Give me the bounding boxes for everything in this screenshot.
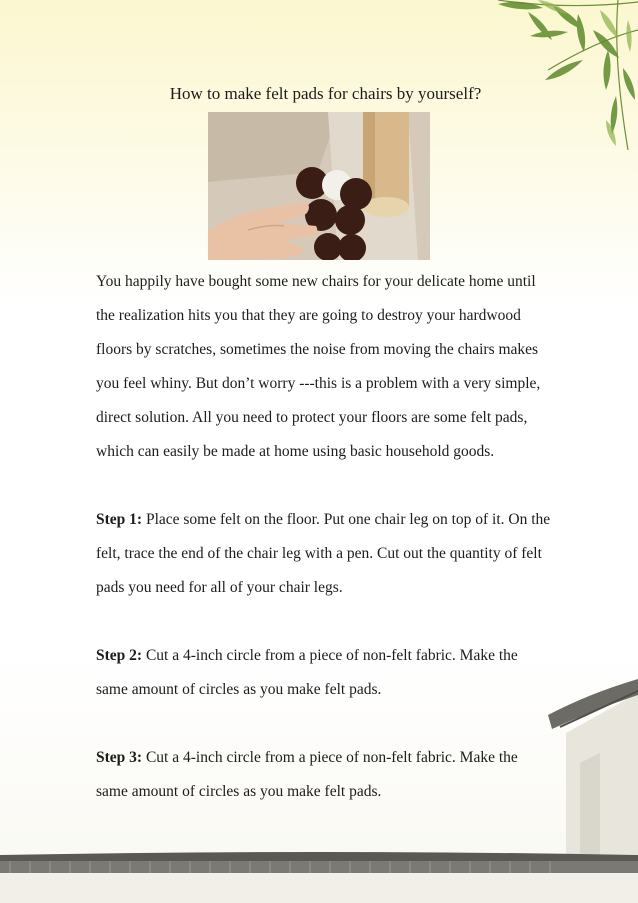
step-2-text: Cut a 4-inch circle from a piece of non-felt fabric. Make the same amount of circles as you make felt pads. — [96, 647, 518, 698]
intro-paragraph: You happily have bought some new chairs for your delicate home until the realization hits you that they are going to destroy your hardwood floors by scratches, sometimes the noise from moving the chairs makes you feel whiny. But don’t worry ---this is a problem with a very simple, direct solution. All you need to protect your floors are some felt pads, which can easily be made at home using basic household goods. — [96, 273, 541, 460]
step-1-label: Step 1: — [96, 511, 143, 528]
step-3-paragraph — [96, 741, 551, 809]
step-1-paragraph — [96, 503, 551, 605]
document-body — [96, 82, 551, 809]
felt-pads-photo — [208, 112, 430, 260]
step-2-paragraph — [96, 639, 551, 707]
step-3-text: Cut a 4-inch circle from a piece of non-felt fabric. Make the same amount of circles as you make felt pads. — [96, 749, 518, 800]
page-title: How to make felt pads for chairs by yourself? — [169, 84, 482, 103]
step-3-label: Step 3: — [96, 749, 143, 766]
felt-pads-illustration — [208, 112, 430, 260]
step-1-text: Place some felt on the floor. Put one chair leg on top of it. On the felt, trace the end of the chair leg with a pen. Cut out the quantity of felt pads you need for all of your chair legs. — [96, 511, 551, 596]
step-2-label: Step 2: — [96, 647, 143, 664]
